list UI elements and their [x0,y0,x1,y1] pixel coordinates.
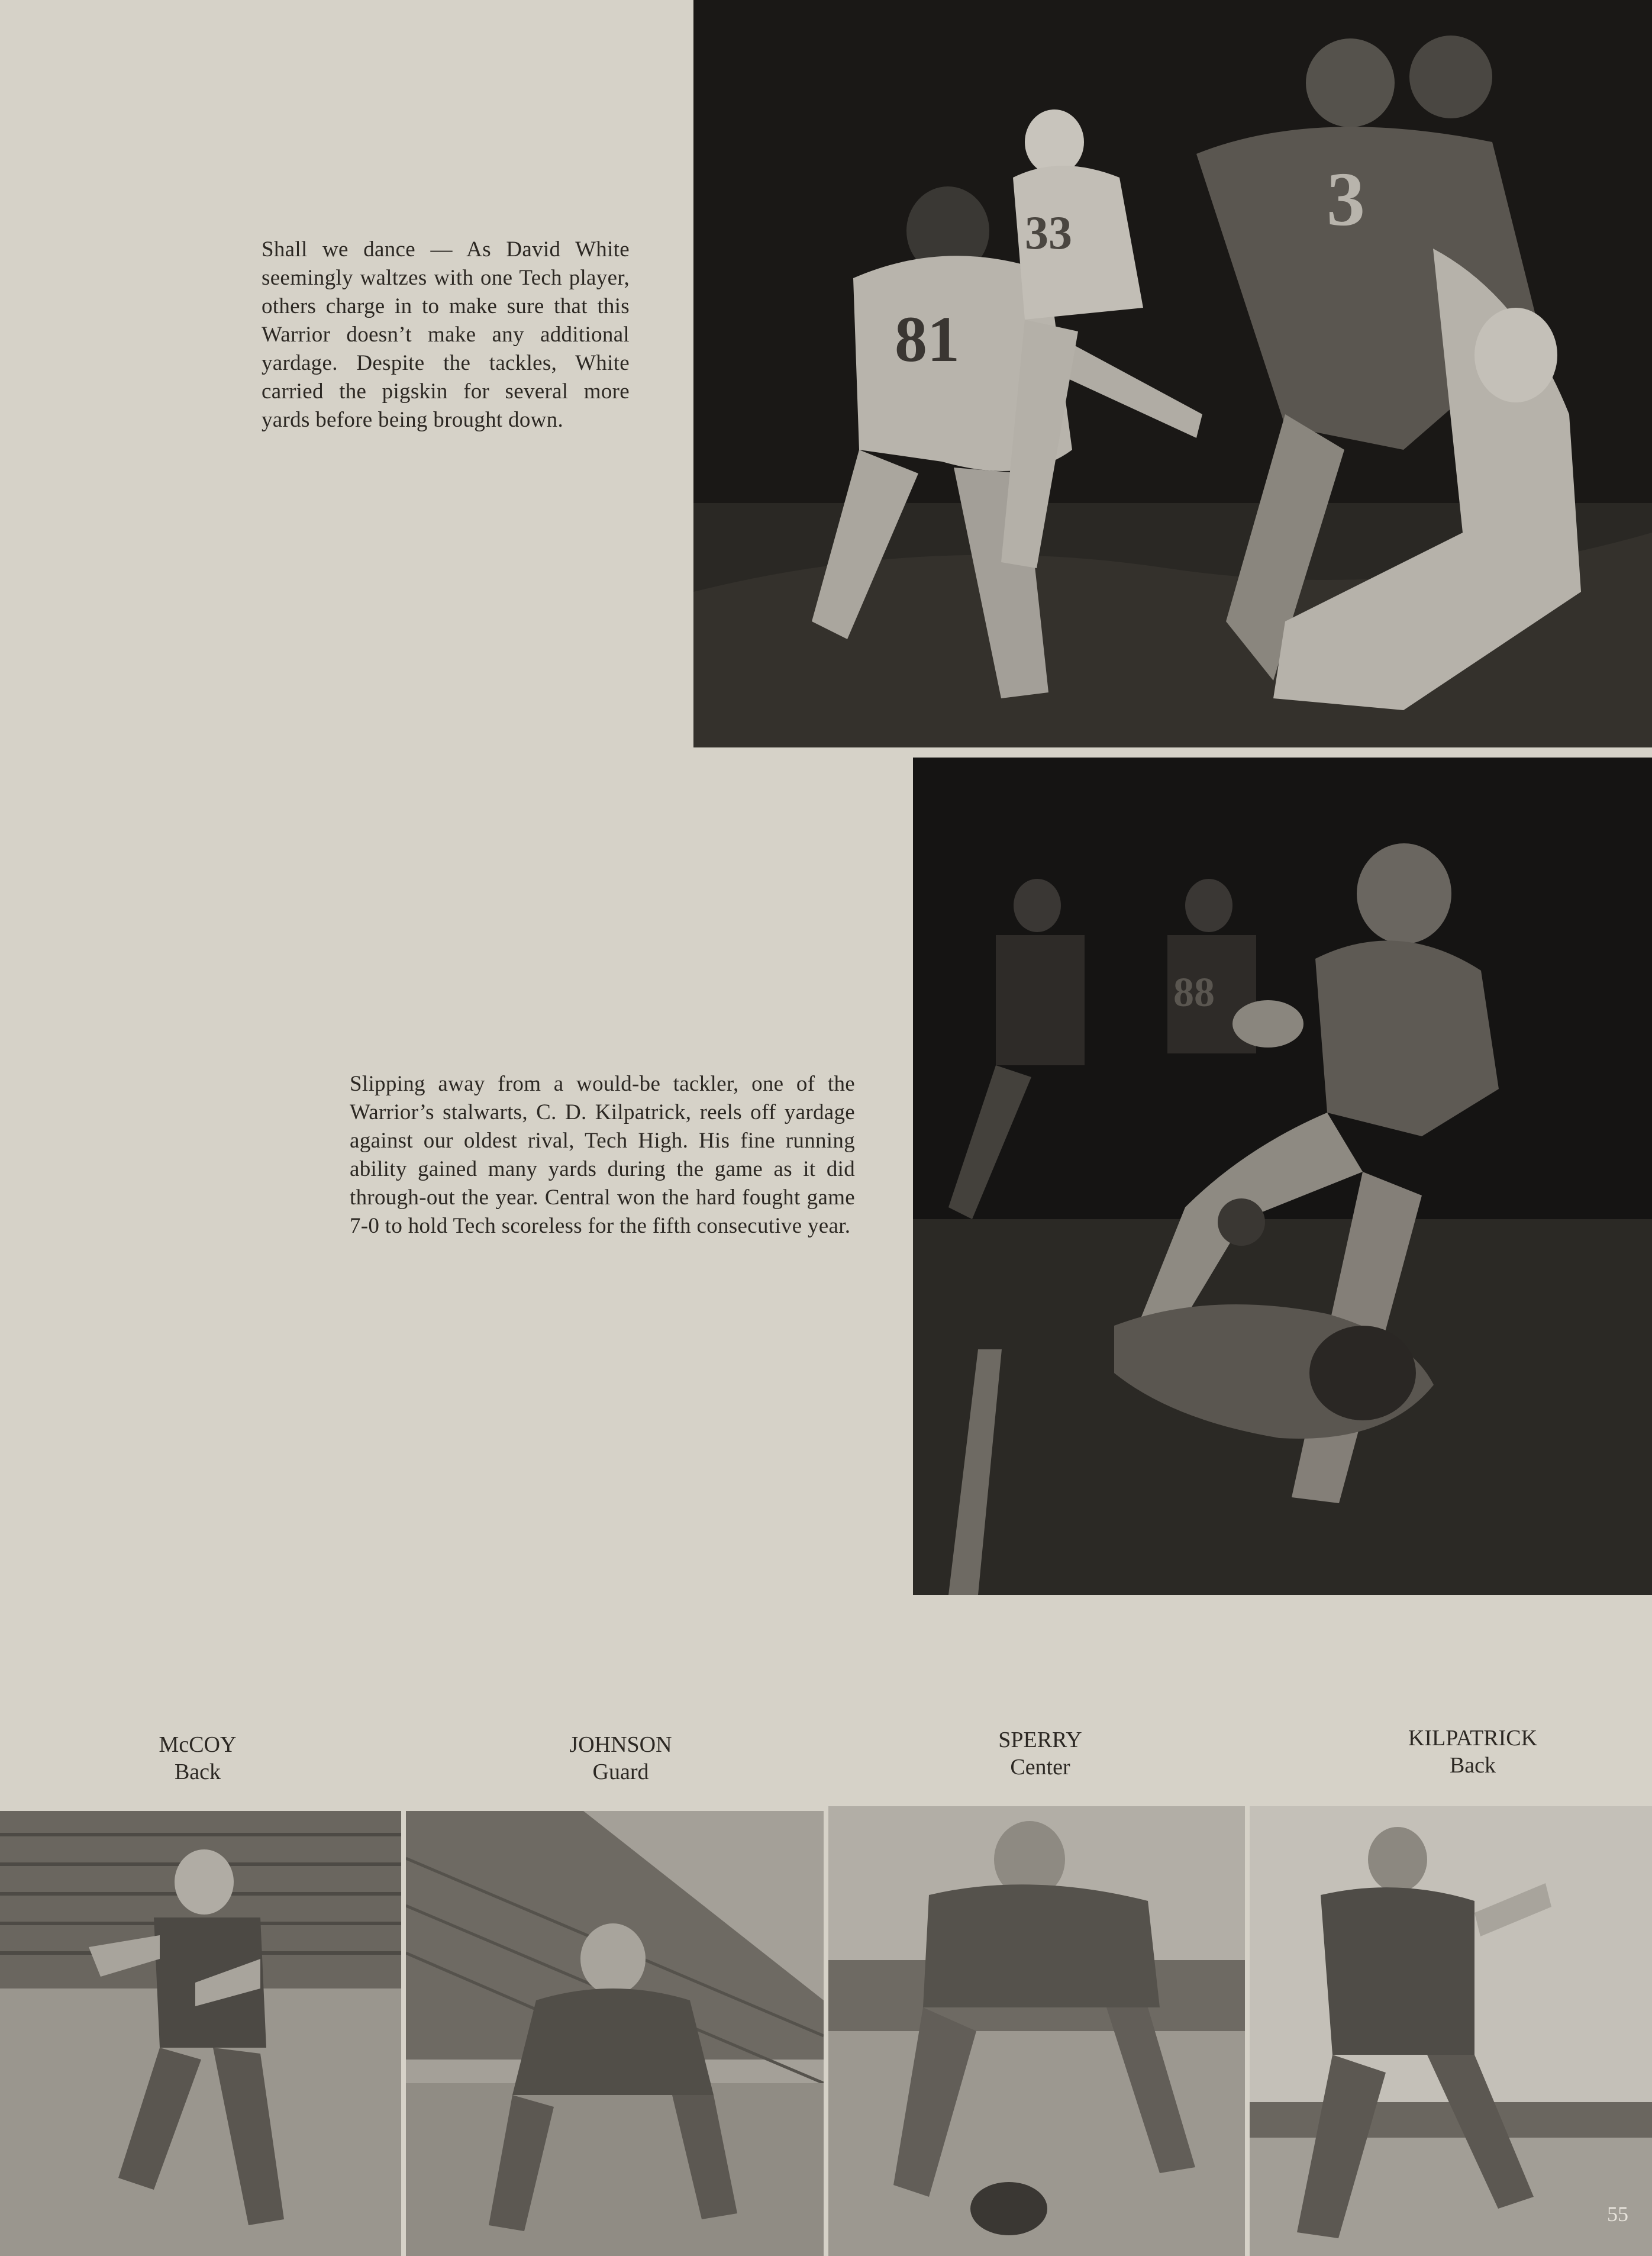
photo-kilpatrick-run [913,758,1652,1595]
jersey-number-3: 3 [1327,157,1365,242]
jersey-number-88: 88 [1173,970,1215,1016]
player-name: SPERRY [998,1728,1082,1752]
player-name: McCOY [159,1732,237,1757]
photo-dance-tackle [693,0,1652,747]
portrait-kilpatrick [1250,1806,1652,2256]
player-position: Back [1449,1753,1496,1778]
portrait-sperry [828,1806,1245,2256]
jersey-number-81: 81 [895,303,960,375]
page-number: 55 [1607,2202,1628,2226]
caption-kilpatrick-run: Slipping away from a would-be tackler, one of the Warrior’s stalwarts, C. D. Kilpatrick, reels off yardage against our oldest rival, Tech High. His fine running ability gained many yards during the game as it did through-out the year. Central won the hard fought game 7-0 to hold Tech scoreless for the fifth consecutive year. [350,1072,855,1238]
caption-shall-we-dance: Shall we dance — As David White seemingly waltzes with one Tech player, others charge in to make sure that this Warrior doesn’t make any additional yardage. Despite the tackles, White carried the pigskin for several more yards before being brought down. [262,237,630,432]
player-label-johnson [502,1731,739,1786]
portrait-mccoy [0,1811,401,2256]
player-position: Back [174,1759,221,1784]
player-name: JOHNSON [569,1732,672,1757]
player-position: Guard [592,1759,649,1784]
portrait-johnson [406,1811,824,2256]
player-label-kilpatrick [1354,1725,1591,1779]
player-label-mccoy [79,1731,316,1786]
player-label-sperry [922,1726,1159,1781]
player-position: Center [1010,1755,1070,1780]
player-name: KILPATRICK [1408,1726,1538,1751]
jersey-number-33: 33 [1025,207,1072,259]
